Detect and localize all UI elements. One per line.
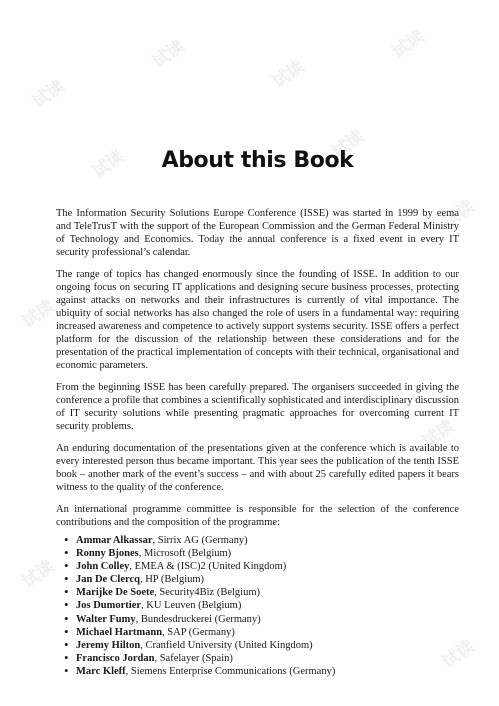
member-affiliation: , Security4Biz (Belgium) — [154, 587, 260, 599]
list-item — [76, 652, 459, 665]
page-title: About this Book — [161, 148, 354, 173]
member-affiliation: , EMEA & (ISC)2 (United Kingdom) — [129, 561, 287, 573]
member-affiliation: , Microsoft (Belgium) — [138, 548, 232, 560]
list-item — [76, 534, 459, 547]
paragraph-committee-intro: An international programme committee is responsible for the selection of the conference contributions and the composition of the programme: — [56, 504, 459, 528]
list-item — [76, 547, 459, 560]
list-item — [76, 599, 459, 612]
member-affiliation: , Sirrix AG (Germany) — [152, 535, 248, 546]
member-affiliation: , Bundesdruckerei (Germany) — [135, 613, 261, 625]
watermark: 试读 — [88, 146, 129, 183]
watermark: 试读 — [268, 56, 309, 93]
list-item — [76, 573, 459, 586]
member-name: Marc Kleff — [76, 665, 126, 677]
member-name: Ronny Bjones — [76, 548, 139, 560]
paragraph-preparation: From the beginning ISSE has been carefully prepared. The organisers succeeded in giving the conference a profile that combines a scientifically sophisticated and interdisciplinary discussion of IT security solutions while presenting pragmatic approaches for overcoming current IT security problems. — [56, 382, 459, 432]
watermark: 试读 — [28, 76, 69, 113]
member-affiliation: , Cranfield University (United Kingdom) — [140, 639, 313, 651]
list-item — [76, 665, 459, 678]
watermark: 试读 — [18, 556, 59, 593]
member-affiliation: , Safelayer (Spain) — [154, 652, 233, 664]
list-item — [76, 586, 459, 599]
member-name: Jeremy Hilton — [76, 639, 141, 651]
member-name: Jos Dumortier — [76, 600, 142, 612]
watermark: 试读 — [328, 126, 369, 163]
list-item — [76, 560, 459, 573]
watermark: 试读 — [418, 416, 459, 453]
book-page — [56, 148, 459, 678]
paragraph-intro: The Information Security Solutions Europe Conference (ISSE) was started in 1999 by eema and TeleTrusT with the support of the European Commission and the German Federal Ministry of Technology and Economics. Today the annual conference is a fixed event in every IT security professional’s calendar. — [56, 208, 459, 258]
member-name: Ammar Alkassar — [76, 535, 153, 546]
list-item — [76, 626, 459, 639]
member-affiliation: , HP (Belgium) — [139, 574, 205, 586]
member-affiliation: , Siemens Enterprise Communications (Germany) — [125, 665, 336, 677]
committee-list — [56, 534, 459, 678]
member-name: Marijke De Soete — [76, 587, 155, 599]
watermark: 试读 — [438, 636, 479, 673]
member-affiliation: , KU Leuven (Belgium) — [141, 600, 242, 612]
member-name: Jan De Clercq — [76, 574, 140, 586]
member-name: John Colley — [76, 561, 130, 573]
paragraph-documentation: An enduring documentation of the presentations given at the conference which is available to every interested person thus became important. This year sees the publication of the tenth ISSE book – another mark of the event’s success – and with about 25 carefully edited papers it bears witness to the quality of the conference. — [56, 443, 459, 493]
member-name: Francisco Jordan — [76, 652, 155, 664]
list-item — [76, 613, 459, 626]
member-name: Michael Hartmann — [76, 626, 163, 638]
watermark: 试读 — [388, 26, 429, 63]
list-item — [76, 639, 459, 652]
paragraph-topics: The range of topics has changed enormously since the founding of ISSE. In addition to our ongoing focus on securing IT applications and designing secure business processes, protecting against attacks on networks and their infrastructures is currently of vital importance. The ubiquity of social networks has also changed the role of users in a fundamental way: requiring increased awareness and competence to actively support systems security. ISSE offers a perfect platform for the discussion of the relationship between these considerations and for the presentation of the practical implementation of concepts with their technical, organisational and economic parameters. — [56, 269, 459, 371]
watermark: 试读 — [148, 36, 189, 73]
member-name: Walter Fumy — [76, 613, 136, 625]
watermark: 试读 — [438, 196, 479, 233]
watermark: 试读 — [18, 296, 59, 333]
member-affiliation: , SAP (Germany) — [162, 626, 235, 638]
